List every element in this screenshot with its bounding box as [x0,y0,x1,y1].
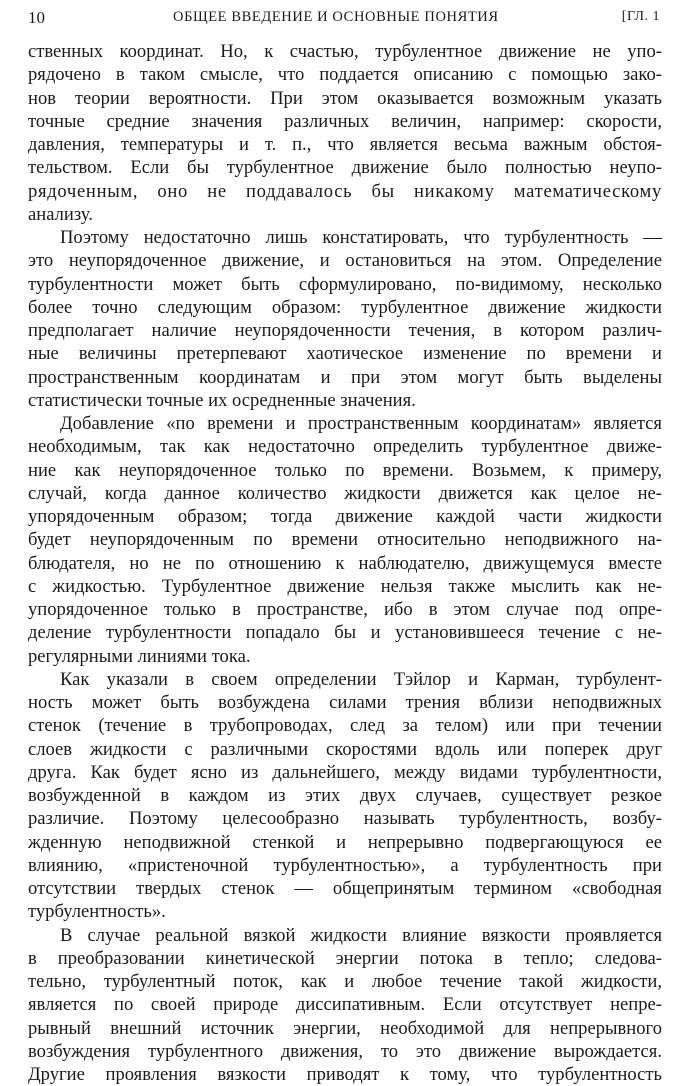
text-line: упорядоченным образом; тогда движение каждой части жидкости [28,506,662,527]
text-line: Поэтому недостаточно лишь констатировать, что турбулентность — [60,227,662,248]
text-line: турбулентность». [28,901,166,923]
text-line: Как указали в своем определении Тэйлор и Карман, турбулент- [60,668,662,690]
text-line: анализу. [28,203,93,225]
text-line: статистически точные их осредненные значения. [28,389,416,411]
text-line: более точно следующим образом: турбулентное движение жидкости [28,296,662,318]
text-line: тельством. Если бы турбулентное движение было полностью неупо- [28,157,662,179]
running-header [28,6,662,30]
text-line: Другие проявления вязкости приводят к тому, что турбулентность [28,1064,662,1085]
text-line: возбужденной в каждом из этих двух случаев, существует резкое [28,785,662,806]
running-title: ОБЩЕЕ ВВЕДЕНИЕ И ОСНОВНЫЕ ПОНЯТИЯ [173,9,499,25]
page-number: 10 [28,8,45,27]
book-page [28,6,662,1086]
text-line: является по своей природе диссипативным. Если отсутствует непре- [28,994,662,1016]
text-line: В случае реальной вязкой жидкости влияние вязкости проявляется [60,924,662,946]
text-line: это неупорядоченное движение, и остановиться на этом. Определение [28,250,662,272]
text-line: случай, когда данное количество жидкости движется как целое не- [28,482,662,504]
body-text [28,40,662,1086]
text-line: пространственным координатам и при этом могут быть выделены [28,366,662,388]
text-line: ность может быть возбуждена силами трения вблизи неподвижных [28,692,662,713]
text-line: возбуждения турбулентного движения, то это движение вырождается. [28,1040,662,1062]
text-line: блюдателя, но не по отношению к наблюдателю, движущемуся вместе [28,552,662,574]
text-line: жденную неподвижной стенкой и непрерывно подвергающуюся ее [28,831,662,853]
text-line: деление турбулентности попадало бы и установившееся течение с не- [28,622,662,644]
text-line: слоев жидкости с различными скоростями вдоль или поперек друг [28,738,662,760]
text-line: будет неупорядоченным по времени относительно неподвижного на- [28,529,662,551]
text-line: точные средние значения различных величин, например: скорости, [28,110,662,132]
text-line: стенок (течение в трубопроводах, след за телом) или при течении [28,715,662,737]
text-line: рядочено в таком смысле, что поддается описанию с помощью зако- [28,64,662,86]
text-line: рывный внешний источник энергии, необходимой для непрерывного [28,1017,662,1039]
text-line: предполагает наличие неупорядоченности течения, в котором различ- [28,320,662,341]
text-line: тельно, турбулентный поток, как и любое течение такой жидкости, [28,971,662,992]
text-line: давления, температуры и т. п., что является весьма важным обстоя- [28,134,662,155]
text-line: отсутствии твердых стенок — общепринятым термином «свободная [28,878,662,899]
text-line: рядоченным, оно не поддавалось бы никакому математическому [28,180,662,202]
text-line: регулярными линиями тока. [28,645,251,667]
text-line: в преобразовании кинетической энергии потока в тепло; следова- [28,947,662,969]
text-line: ние как неупорядоченное только по времени. Возьмем, к примеру, [28,459,662,481]
text-line: необходимым, так как недостаточно определить турбулентное движе- [28,436,662,458]
text-line: ственных координат. Но, к счастью, турбулентное движение не упо- [28,41,662,62]
text-line: упорядоченное только в пространстве, ибо в этом случае под опре- [28,599,662,620]
text-line: влиянию, «пристеночной турбулентностью», а турбулентность при [28,854,662,876]
chapter-marker: [ГЛ. 1 [621,9,660,24]
text-line: ные величины претерпевают хаотическое изменение по времени и [28,343,662,365]
text-line: с жидкостью. Турбулентное движение нельзя также мыслить как не- [28,575,662,597]
text-line: друга. Как будет ясно из дальнейшего, между видами турбулентности, [28,761,662,783]
text-line: турбулентности может быть сформулировано, по-видимому, несколько [28,273,662,295]
text-line: Добавление «по времени и пространственным координатам» является [60,413,662,434]
text-line: нов теории вероятности. При этом оказывается возможным указать [28,87,662,109]
text-line: различие. Поэтому целесообразно называть турбулентность, возбу- [28,808,662,830]
